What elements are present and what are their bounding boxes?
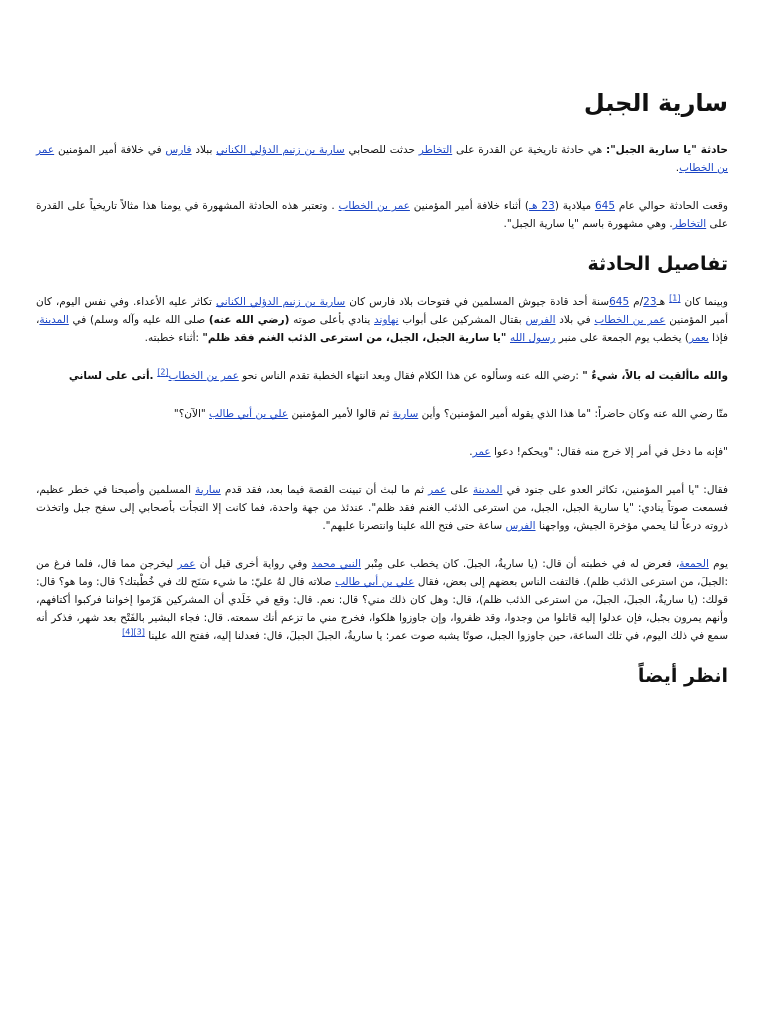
link-faris[interactable]: فارس xyxy=(165,144,192,157)
details-paragraph-5: فقال: "يا أمير المؤمنين، تكاثر العدو على جنود في المدينة على عمر ثم ما لبث أن تبينت القصة فيما بعد، فقد قدم سارية المسلمين وأصبحنا في خطر عظيم، فسمعت صوتاً ينادي: "يا سارية الجبل، الجبل، من استرعى الذئب الغنم فقد ظلم". عندئذ من جهة واحدة، فما كانت إلا التجأت بأصحابي إلى سفح جبل واتخذت ذروته درعاً لنا يحمي مؤخرة الجيش، وواجهنا الفرس ساعة حتى فتح الله علينا وانتصرنا عليهم". xyxy=(36,484,728,533)
link-year-23[interactable]: 23 xyxy=(643,296,657,309)
link-sariya-short[interactable]: سارية xyxy=(392,408,419,421)
link-friday[interactable]: الجمعة xyxy=(679,558,709,571)
link-year-645[interactable]: 645 xyxy=(609,296,630,309)
link-persians[interactable]: الفرس xyxy=(525,314,556,327)
date-paragraph: وقعت الحادثة حوالي عام 645 ميلادية (23 هـ) أثناء خلافة أمير المؤمنين عمر بن الخطاب . وتعتبر هذه الحادثة المشهورة في يومنا هذا مثالاً تاريخياً على القدرة على التخاطر. وهي مشهورة باسم "يا سارية الجبل". xyxy=(36,200,729,231)
link-umar-short[interactable]: بعمر xyxy=(688,332,709,345)
link-persians[interactable]: الفرس xyxy=(505,520,536,533)
link-sariya-short[interactable]: سارية xyxy=(195,484,221,497)
page-title: سارية الجبل xyxy=(583,89,728,117)
details-paragraph-1: وبينما كان [1] هـ23/م 645سنة أحد قادة جيوش المسلمين في فتوحات بلاد فارس كان سارية بن زنيم الدؤلي الكناني تكاثر عليه الأعداء. وفي نفس اليوم، كان أمير المؤمنين عمر بن الخطاب في بلاد الفرس بقتال المشركين على أبواب نهاوند ينادي بأعلى صوته (رضي الله عنه) صلى الله عليه وآله وسلم) في المدينة، فإذا بعمر) يخطب يوم الجمعة على منبر رسول الله "يا سارية الجبل، الجبل، من استرعى الذئب الغنم فقد ظلم" :أثناء خطبته. xyxy=(36,293,729,345)
details-paragraph-6: يوم الجمعة، فعرض له في خطبته أن قال: (يا ساريةُ، الجبلَ. كان يخطب على مِنْبر النبي محمد وفي رواية أخرى قيل أن عمر ليخرجن مما قال، فلما فرغ من :الجبلَ، من استرعى الذئب ظلم). فالتفت الناس بعضهم إلى بعض، فقال علي بن أبي طالب صلاته قال لهُ عليّ: ما شيء سَنَح لك في خُطْبتك؟ قال: وما هو؟ قال: قولك: (يا ساريةُ، الجبلَ، الجبلَ، من استرعى الذئب ظلم)، قال: وهل كان ذلك مني؟ قال: نعم. قال: وقع في خَلَدي أن المشركين هَزَموا إخواننا فركبوا أكتافهم، وأنهم يمرون بجبل، فإن عدلوا إليه قاتلوا من وجدوا، وقد ظفروا، وإن جاوزوا هلكوا، فخرج مني ما تزعم أنك سمعته. قال: فجاء البشير بالفَتْح بعد شهر، فذكر أنه سمع في ذلك اليوم، في تلك الساعة، حين جاوزوا الجبل، صوتًا يشبه صوت عمر: يا ساريةُ، الجبلَ الجبلَ، قال: فعدلنا إليه، ففتح الله علينا [3][4] xyxy=(36,558,729,643)
lead-text: حادثة "يا سارية الجبل": xyxy=(606,144,728,157)
details-paragraph-3: متّا رضي الله عنه وكان حاضراً: "ما هذا الذي يقوله أمير المؤمنين؟ وأين سارية ثم قالوا لأمير المؤمنين علي بن أبي طالب "الآن؟" xyxy=(173,408,728,421)
link-umar[interactable]: عمر بن الخطاب xyxy=(36,144,728,175)
link-umar[interactable]: عمر بن الخطاب xyxy=(594,314,666,327)
citation-2[interactable]: [2] xyxy=(157,367,169,377)
link-prophet[interactable]: النبي محمد xyxy=(311,558,361,571)
link-ali[interactable]: علي بن أبي طالب xyxy=(335,576,415,589)
link-year-23h[interactable]: 23 هـ xyxy=(528,200,555,213)
link-umar[interactable]: عمر بن الخطاب xyxy=(338,200,410,213)
link-umar-short[interactable]: عمر xyxy=(428,484,447,497)
link-ali[interactable]: علي بن أبي طالب xyxy=(209,408,289,421)
link-sariya[interactable]: سارية بن زنيم الدؤلي الكناني xyxy=(216,144,345,157)
link-umar[interactable]: عمر بن الخطاب xyxy=(168,370,239,383)
details-paragraph-2: والله ماألقيت له بالاً، شيءٌ " :رضي الله عنه وسألوه عن هذا الكلام فقال وبعد انتهاء الخطبة تقدم الناس نحو عمر بن الخطاب[2] .أتى على لساني xyxy=(68,367,728,383)
quote-text: "يا سارية الجبل، الجبل، من استرعى الذئب الغنم فقد ظلم" xyxy=(202,332,510,345)
intro-paragraph: حادثة "يا سارية الجبل": هي حادثة تاريخية عن القدرة على التخاطر حدثت للصحابي سارية بن زنيم الدؤلي الكناني ببلاد فارس في خلافة أمير المؤمنين عمر بن الخطاب. xyxy=(36,144,728,175)
link-telepathy[interactable]: التخاطر xyxy=(672,218,707,231)
link-medina[interactable]: المدينة xyxy=(473,484,503,497)
link-telepathy[interactable]: التخاطر xyxy=(418,144,453,157)
link-messenger[interactable]: رسول الله xyxy=(509,332,556,345)
section-heading-see-also: انظر أيضاً xyxy=(637,665,728,688)
link-medina[interactable]: المدينة xyxy=(39,314,69,327)
link-sariya[interactable]: سارية بن زنيم الدؤلي الكناني xyxy=(215,296,346,309)
link-umar-short[interactable]: عمر xyxy=(177,558,196,571)
link-umar-short[interactable]: عمر xyxy=(472,446,491,459)
section-heading-details: تفاصيل الحادثة xyxy=(587,253,728,276)
citation-1[interactable]: [1] xyxy=(669,293,681,303)
citation-4[interactable]: [4] xyxy=(122,627,134,637)
citation-3[interactable]: [3] xyxy=(133,627,145,637)
link-year-645[interactable]: 645 xyxy=(594,200,615,213)
link-nahavand[interactable]: نهاوند xyxy=(374,314,399,327)
details-paragraph-4: "فإنه ما دخل في أمر إلا خرج منه فقال: "ويحكم! دعوا عمر. xyxy=(469,446,728,459)
